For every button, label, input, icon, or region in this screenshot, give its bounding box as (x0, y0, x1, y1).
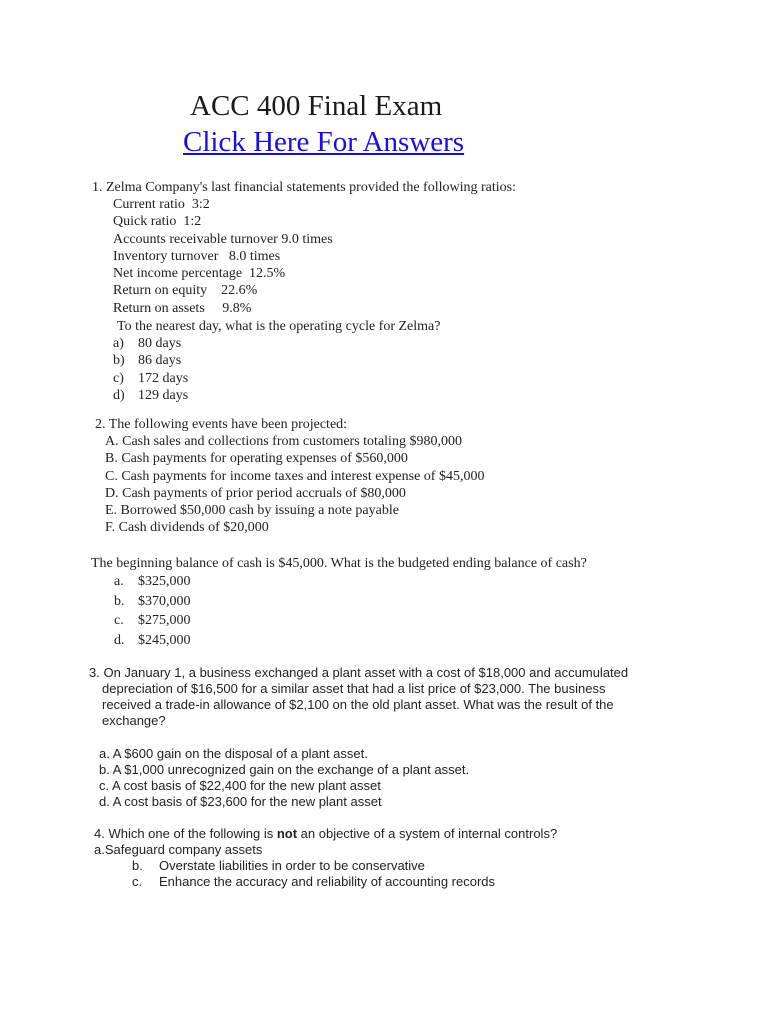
option-letter: b. (132, 858, 143, 873)
ratio-item: Return on equity 22.6% (113, 283, 258, 299)
question-1-prompt (92, 179, 516, 196)
option-letter: b) (113, 353, 125, 369)
question-1-ratios (113, 196, 333, 317)
question-2-events (105, 433, 484, 537)
option-item (114, 592, 191, 612)
option-letter: d. (114, 632, 125, 648)
question-4-suffix: an objective of a system of internal controls? (297, 826, 558, 841)
exam-title: ACC 400 Final Exam (190, 90, 443, 122)
option-letter: c) (113, 370, 124, 386)
option-letter: c. (132, 873, 143, 889)
event-item: D. Cash payments of prior period accruals of $80,000 (105, 485, 406, 501)
event-item: C. Cash payments for income taxes and interest expense of $45,000 (105, 468, 485, 484)
option-letter: a) (113, 336, 124, 351)
option-item (113, 370, 188, 387)
question-3-line: exchange? (102, 713, 166, 728)
option-text: Overstate liabilities in order to be conservative (159, 858, 425, 873)
question-3-line: depreciation of $16,500 for a similar asset that had a list price of $23,000. The business (102, 681, 606, 696)
question-2-text: The following events have been projected: (108, 417, 348, 432)
option-item: b. A $1,000 unrecognized gain on the exchange of a plant asset. (99, 762, 470, 777)
event-item: B. Cash payments for operating expenses of $560,000 (105, 451, 408, 467)
option-item (113, 335, 188, 352)
option-text: 172 days (138, 370, 189, 386)
ratio-item: Net income percentage 12.5% (113, 266, 286, 282)
question-2-question: The beginning balance of cash is $45,000. What is the budgeted ending balance of cash? (91, 556, 587, 571)
answers-link[interactable]: Click Here For Answers (183, 126, 465, 158)
event-item: F. Cash dividends of $20,000 (105, 520, 269, 536)
option-text: Enhance the accuracy and reliability of accounting records (159, 873, 496, 889)
option-item (113, 387, 188, 404)
option-item (114, 572, 191, 592)
question-4-option-a: a.Safeguard company assets (94, 842, 263, 857)
ratio-item: Inventory turnover 8.0 times (113, 248, 281, 264)
option-letter: a. (114, 574, 124, 589)
ratio-item: Quick ratio 1:2 (113, 214, 202, 230)
question-3-options (99, 746, 469, 810)
option-item: c. A cost basis of $22,400 for the new plant asset (99, 778, 381, 793)
option-text: $245,000 (138, 632, 191, 648)
option-text: $325,000 (138, 574, 191, 589)
event-item: E. Borrowed $50,000 cash by issuing a note payable (105, 503, 399, 519)
question-4-options (132, 858, 495, 890)
option-text: $370,000 (138, 593, 191, 609)
question-2-number: 2. (95, 417, 106, 432)
question-2-prompt (95, 416, 347, 433)
option-text: $275,000 (138, 613, 191, 628)
question-4-emphasis: not (276, 826, 298, 841)
ratio-item: Current ratio 3:2 (113, 197, 210, 212)
event-item: A. Cash sales and collections from customers totaling $980,000 (105, 434, 462, 449)
option-item: a. A $600 gain on the disposal of a plant asset. (99, 746, 368, 761)
option-item: d. A cost basis of $23,600 for the new plant asset (99, 794, 382, 809)
option-letter: c. (114, 613, 124, 628)
question-1-number: 1. (92, 180, 103, 195)
option-item (114, 631, 191, 651)
question-1-text: Zelma Company's last financial statements provided the following ratios: (106, 180, 516, 195)
option-text: 86 days (138, 353, 182, 369)
question-4-prefix: 4. Which one of the following is (94, 826, 277, 841)
question-2-options (114, 572, 191, 650)
question-1-question: To the nearest day, what is the operating cycle for Zelma? (117, 319, 441, 334)
option-letter: b. (114, 593, 125, 609)
option-letter: d) (113, 387, 125, 403)
ratio-item: Return on assets 9.8% (113, 300, 252, 316)
question-3-line: 3. On January 1, a business exchanged a plant asset with a cost of $18,000 and accumulated (89, 665, 629, 680)
option-item (114, 611, 191, 631)
option-text: 129 days (138, 387, 189, 403)
ratio-item: Accounts receivable turnover 9.0 times (113, 231, 333, 247)
option-item (113, 352, 188, 369)
question-3-line: received a trade-in allowance of $2,100 on the old plant asset. What was the result of the (102, 697, 614, 712)
question-4-prompt (94, 826, 557, 842)
option-item (132, 858, 495, 874)
option-item (132, 874, 495, 890)
question-1-options (113, 335, 188, 404)
option-text: 80 days (138, 336, 182, 351)
